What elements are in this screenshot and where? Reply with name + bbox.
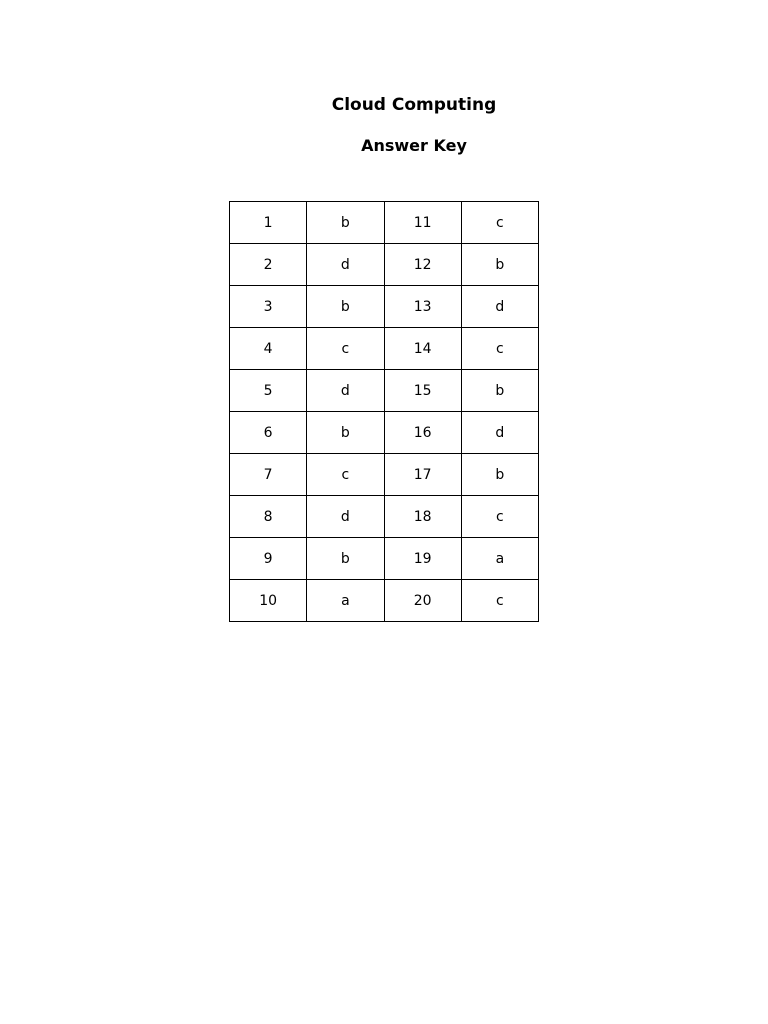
question-number: 11 [384, 202, 461, 244]
question-number: 3 [230, 286, 307, 328]
answer-letter: a [307, 580, 384, 622]
answer-letter: c [461, 580, 538, 622]
answer-letter: b [461, 244, 538, 286]
answer-letter: c [307, 454, 384, 496]
question-number: 13 [384, 286, 461, 328]
question-number: 15 [384, 370, 461, 412]
answer-letter: b [307, 412, 384, 454]
table-row [230, 202, 539, 244]
question-number: 5 [230, 370, 307, 412]
answer-letter: c [461, 202, 538, 244]
question-number: 14 [384, 328, 461, 370]
question-number: 7 [230, 454, 307, 496]
table-row [230, 538, 539, 580]
question-number: 16 [384, 412, 461, 454]
answer-letter: c [461, 496, 538, 538]
question-number: 9 [230, 538, 307, 580]
answer-letter: c [307, 328, 384, 370]
answer-letter: b [461, 370, 538, 412]
table-row [230, 454, 539, 496]
question-number: 17 [384, 454, 461, 496]
answer-letter: d [307, 370, 384, 412]
answer-letter: b [307, 202, 384, 244]
answer-letter: d [461, 412, 538, 454]
question-number: 1 [230, 202, 307, 244]
document-subtitle: Answer Key [361, 136, 467, 155]
answer-letter: d [307, 244, 384, 286]
table-row [230, 286, 539, 328]
question-number: 10 [230, 580, 307, 622]
answer-letter: a [461, 538, 538, 580]
question-number: 19 [384, 538, 461, 580]
table-row [230, 244, 539, 286]
answer-letter: c [461, 328, 538, 370]
answer-key-table [229, 201, 539, 622]
answer-letter: d [461, 286, 538, 328]
question-number: 20 [384, 580, 461, 622]
document-title: Cloud Computing [331, 95, 497, 115]
table-row [230, 412, 539, 454]
table-row [230, 580, 539, 622]
table-row [230, 370, 539, 412]
answer-letter: b [461, 454, 538, 496]
table-row [230, 328, 539, 370]
question-number: 4 [230, 328, 307, 370]
question-number: 2 [230, 244, 307, 286]
question-number: 18 [384, 496, 461, 538]
question-number: 8 [230, 496, 307, 538]
table-row [230, 496, 539, 538]
question-number: 12 [384, 244, 461, 286]
answer-letter: d [307, 496, 384, 538]
answer-letter: b [307, 538, 384, 580]
answer-letter: b [307, 286, 384, 328]
question-number: 6 [230, 412, 307, 454]
